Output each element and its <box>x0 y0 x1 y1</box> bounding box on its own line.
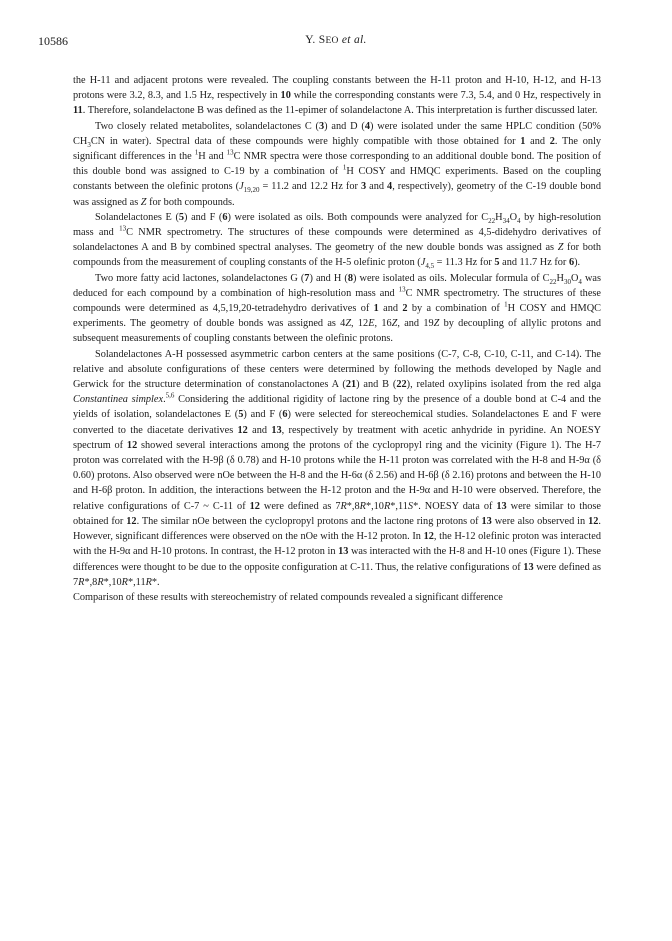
text-run: by high-resolution mass and <box>73 211 601 239</box>
compound-number: 1 <box>373 303 379 315</box>
text-run: = 11.2 and 12.2 Hz for <box>259 181 361 193</box>
compound-number: 10 <box>280 90 291 102</box>
text-run: for both compounds. <box>146 196 235 208</box>
text-run: was interacted with the H-8 and H-10 ones (Figure 1). These differences were thought to be due to the opposite configuration at C-11. Thus, the relative configurations of <box>73 546 601 573</box>
text-run: and <box>247 424 272 436</box>
italic-text: S <box>407 500 414 512</box>
text-run: for both compounds from the measurement of coupling constants of the H-5 olefinic proton ( <box>73 242 601 269</box>
text-run: were similar to those obtained for <box>73 500 601 527</box>
compound-number: 2 <box>549 135 555 147</box>
text-run: . The similar nOe between the cyclopropyl protons and the lactone ring protons of <box>136 515 482 527</box>
text-run: ) were isolated as oils. Molecular formula of C <box>353 272 550 284</box>
text-run: the H-11 and adjacent protons were revealed. The coupling constants between the H-11 proton and H-10, H-12, and H-13 protons were 3.2, 8.3, and 1.5 Hz, respectively in <box>73 75 601 102</box>
text-run: H COSY and HMQC experiments. The geometry of double bonds was assigned as 4 <box>73 303 601 330</box>
text-run: by a combination of <box>407 303 505 315</box>
text-run: while the corresponding constants were 7.3, 5.4, and 0 Hz, respectively in <box>290 90 602 102</box>
italic-text: Z <box>557 242 564 254</box>
author-surname-smallcaps: EO <box>325 36 339 46</box>
text-run: ), related oxylipins isolated from the red alga <box>406 379 601 391</box>
compound-number: 5 <box>494 257 500 269</box>
italic-text: J <box>420 257 426 269</box>
author-initial: Y. S <box>305 34 326 46</box>
compound-number: 12 <box>126 515 137 527</box>
compound-number: 5 <box>178 211 185 223</box>
text-run: and <box>378 303 403 315</box>
compound-number: 6 <box>282 409 288 421</box>
text-run: Two closely related metabolites, solandelactones C ( <box>95 120 319 132</box>
text-run: *,11 <box>390 500 408 512</box>
compound-number: 6 <box>568 257 575 269</box>
text-run: *,8 <box>346 500 360 512</box>
text-run: H <box>495 211 503 223</box>
text-run: were defined as 7 <box>73 561 601 588</box>
text-run: ) and D ( <box>324 120 365 132</box>
text-run: and <box>525 135 550 147</box>
compound-number: 12 <box>588 515 599 527</box>
text-run: *,10 <box>103 576 122 588</box>
text-run: *,8 <box>84 576 98 588</box>
running-head <box>38 34 634 46</box>
paragraph <box>73 271 601 347</box>
compound-number: 4 <box>387 181 393 193</box>
subscript: 22 <box>488 216 496 225</box>
italic-text: R <box>145 576 152 588</box>
subscript: 34 <box>502 216 510 225</box>
text-run: . The only significant differences in the <box>73 135 602 163</box>
text-run: ) and F ( <box>243 409 283 421</box>
compound-number: 12 <box>237 424 248 436</box>
subscript: 30 <box>563 277 571 286</box>
text-run: O <box>570 272 579 284</box>
text-run: ). <box>574 257 581 269</box>
text-run: and <box>366 181 388 193</box>
text-run: Solandelactones A-H possessed asymmetric carbon centers at the same positions (C-7, C-8, C-10, C-11, and C-14). The relative and absolute configurations of these centers were determined by following the methods developed by Nagle and Gerwick for the structure determination of constanolactones A ( <box>73 348 601 391</box>
italic-text: Z <box>391 318 398 330</box>
compound-number: 13 <box>481 515 492 527</box>
article-body <box>73 73 601 605</box>
text-run: , 12 <box>351 318 369 330</box>
superscript: 1 <box>194 148 199 157</box>
compound-number: 3 <box>360 181 367 193</box>
text-run: were also observed in <box>491 515 589 527</box>
compound-number: 13 <box>496 500 507 512</box>
page-number: 10586 <box>38 34 68 48</box>
text-run: ) were isolated under the same HPLC condition (50% CH <box>73 120 601 147</box>
paragraph <box>73 73 601 119</box>
text-run: Considering the additional rigidity of lactone ring by the presence of a double bond at C-4 and the yields of isolation, solandelactones E ( <box>73 394 601 421</box>
subscript: 4 <box>517 216 521 225</box>
italic-text: R <box>78 576 85 588</box>
text-run: , the H-12 olefinic proton was interacted with the H-9α and H-10 protons. In contrast, the H-12 proton in <box>73 531 601 558</box>
text-run: CN in water). Spectral data of these compounds were highly compatible with those obtained for <box>90 135 521 147</box>
superscript: 13 <box>398 285 406 294</box>
text-run: Solandelactones E ( <box>95 211 179 223</box>
compound-number: 13 <box>271 424 282 436</box>
compound-number: 6 <box>222 211 228 223</box>
subscript: 3 <box>87 140 91 149</box>
text-run: Two more fatty acid lactones, solandelactones G ( <box>95 272 305 284</box>
compound-number: 13 <box>523 561 534 573</box>
text-run: , respectively by treatment with acetic anhydride in pyridine. An NOESY spectrum of <box>73 424 602 451</box>
text-run: , respectively), geometry of the C-19 double bond was assigned as <box>73 181 601 208</box>
italic-text: R <box>359 500 366 512</box>
subscript: 4 <box>578 277 582 286</box>
page-header <box>38 34 634 50</box>
text-run: H COSY and HMQC experiments. Based on the coupling constants between the olefinic protons ( <box>73 166 601 193</box>
text-run: ) and F ( <box>184 211 223 223</box>
text-run: H <box>556 272 564 284</box>
text-run: ) were isolated as oils. Both compounds were analyzed for C <box>227 211 489 223</box>
text-run: *,10 <box>365 500 384 512</box>
italic-text: Z <box>433 318 440 330</box>
text-run: O <box>509 211 518 223</box>
text-run: were defined as 7 <box>259 500 341 512</box>
text-run: *. <box>151 576 160 588</box>
subscript: 22 <box>549 277 557 286</box>
compound-number: 4 <box>364 120 371 132</box>
italic-text: R <box>121 576 128 588</box>
compound-number: 5 <box>238 409 244 421</box>
superscript: 13 <box>119 224 127 233</box>
text-run: . Therefore, solandelactone B was defined as the 11-epimer of solandelactone A. This interpretation is further discussed later. <box>82 105 598 117</box>
compound-number: 1 <box>520 135 526 147</box>
compound-number: 13 <box>338 546 349 558</box>
subscript: 19,20 <box>243 186 260 195</box>
compound-number: 2 <box>402 303 408 315</box>
compound-number: 3 <box>318 120 325 132</box>
subscript: 4,5 <box>425 262 435 271</box>
paragraph <box>73 590 601 605</box>
text-run: C NMR spectrometry. The structures of these compounds were determined as 4,5-didehydro derivatives of solandelactones A and B by combined spectral analyses. The geometry of the new double bonds was assigned as <box>73 227 602 254</box>
text-run: H and <box>198 151 227 163</box>
superscript: 1 <box>504 300 508 309</box>
paragraph <box>73 347 601 590</box>
text-run: and 11.7 Hz for <box>499 257 569 269</box>
superscript: 5,6 <box>165 391 175 400</box>
compound-number: 11 <box>73 105 83 117</box>
compound-number: 12 <box>126 439 138 451</box>
italic-text: E <box>368 318 375 330</box>
text-run: . <box>163 394 166 406</box>
italic-text: Z <box>345 318 352 330</box>
italic-text: R <box>383 500 391 512</box>
compound-number: 12 <box>249 500 260 512</box>
italic-text: R <box>97 576 104 588</box>
text-run: ) and B ( <box>356 379 397 391</box>
compound-number: 7 <box>304 272 310 284</box>
text-run: C NMR spectra were those corresponding to an additional double bond. The position of this double bond was assigned to C-19 by a combination of <box>73 151 601 178</box>
italic-text: Z <box>140 196 147 208</box>
compound-number: 8 <box>347 272 354 284</box>
italic-text: R <box>340 500 347 512</box>
text-run: C NMR spectrometry. The structures of these compounds were determined as 4,5,19,20-tetradehydro derivatives of <box>73 287 601 315</box>
paragraph <box>73 210 601 271</box>
text-run: , 16 <box>374 318 392 330</box>
compound-number: 22 <box>396 379 407 391</box>
text-run: Comparison of these results with stereochemistry of related compounds revealed a significant difference <box>73 591 503 603</box>
text-run: = 11.3 Hz for <box>434 257 495 269</box>
text-run: *. NOESY data of <box>413 500 497 512</box>
text-run: ) and H ( <box>309 272 348 284</box>
italic-text: Constantinea simplex <box>73 394 164 406</box>
text-run: *,11 <box>127 576 146 588</box>
text-run: showed several interactions among the protons of the cyclopropyl ring and the vicinity (Figure 1). The H-7 proton was correlated with the H-9β (δ 0.78) and H-10 protons while the H-11 proton was correlated with the H-8 and H-9α (δ 0.60) protons. Also observed were nOe between the H-8 and the H-6α (δ 2.56) and H-6β (δ 2.16) protons and between the H-10 and H-6β proton. In addition, the interactions between the H-12 proton and the H-9α and H-10 were observed. Therefore, the relative configurations of C-7 ~ C-11 of <box>73 439 601 512</box>
compound-number: 21 <box>345 379 357 391</box>
text-run: , and 19 <box>397 318 434 330</box>
text-run: by decoupling of allylic protons and subsequent measurements of coupling constants between the olefinic protons. <box>73 318 602 345</box>
text-run: . However, significant differences were observed on the nOe with the H-12 proton. In <box>73 515 601 543</box>
italic-text: J <box>239 181 244 193</box>
text-run: was deduced for each compound by a combination of high-resolution mass and <box>73 272 602 299</box>
superscript: 13 <box>226 148 234 157</box>
compound-number: 12 <box>423 531 434 543</box>
et-al: et al. <box>341 34 367 46</box>
text-run: ) were selected for stereochemical studies. Solandelactones E and F were converted to the diacetate derivatives <box>73 409 601 436</box>
superscript: 1 <box>342 163 347 172</box>
paragraph <box>73 119 601 210</box>
